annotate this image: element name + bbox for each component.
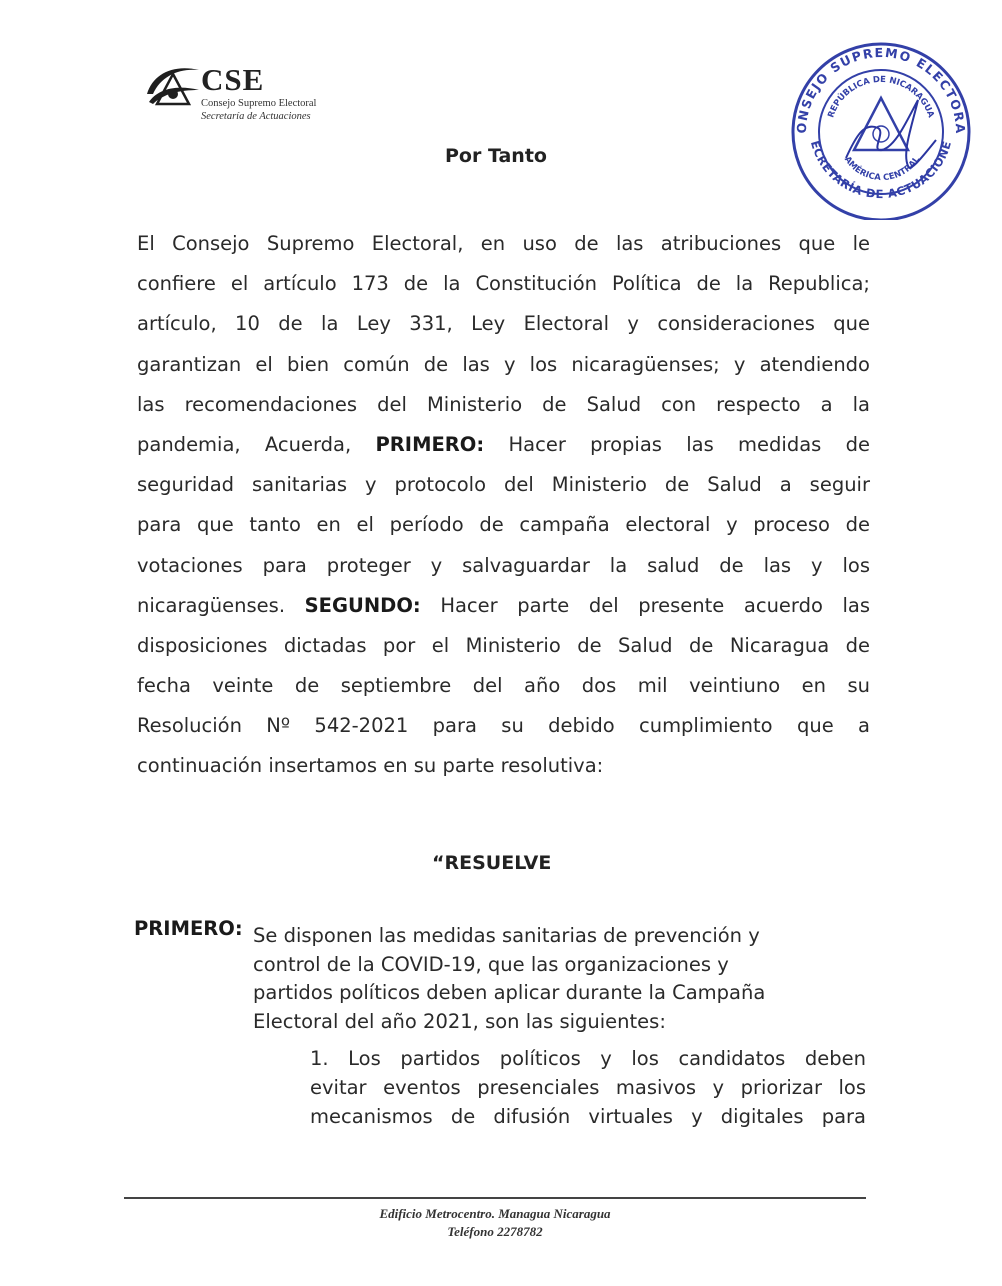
primero-text: [253, 922, 833, 1036]
footer-address: Edificio Metrocentro. Managua Nicaragua: [379, 1206, 611, 1221]
paragraph-line: las recomendaciones del Ministerio de Salud con respecto a la: [137, 392, 870, 416]
stamp-inner-bottom: AMÉRICA CENTRAL: [841, 154, 923, 184]
cse-logo: [143, 60, 323, 130]
resuelve-heading: “RESUELVE: [432, 852, 552, 874]
paragraph-fragment: nicaragüenses.: [137, 593, 286, 617]
footer-divider: [124, 1197, 866, 1199]
primero-keyword: PRIMERO:: [375, 432, 485, 456]
paragraph-line: para que tanto en el período de campaña electoral y proceso de: [137, 513, 870, 537]
paragraph-line: garantizan el bien común de las y los nicaragüenses; y atendiendo: [137, 352, 870, 376]
signature-scribble: [846, 100, 936, 168]
paragraph-fragment: Hacer parte del presente acuerdo las: [440, 593, 871, 617]
primero-line: control de la COVID-19, que las organizaciones y: [253, 952, 729, 976]
svg-text:AMÉRICA CENTRAL: [842, 154, 923, 183]
paragraph-line: disposiciones dictadas por el Ministerio de Salud de Nicaragua de: [137, 633, 870, 657]
paragraph-line: confiere el artículo 173 de la Constitución Política de la Republica;: [137, 272, 870, 296]
primero-line: partidos políticos deben aplicar durante la Campaña: [253, 981, 766, 1005]
paragraph-line: [137, 425, 870, 465]
logo-abbreviation: CSE: [201, 62, 265, 97]
document-title: Por Tanto: [445, 145, 547, 167]
item-line: 1. Los partidos políticos y los candidatos deben: [310, 1047, 866, 1070]
stamp-inner-top: REPÚBLICA DE NICARAGUA: [826, 74, 936, 120]
main-paragraph: [137, 224, 870, 787]
paragraph-line: continuación insertamos en su parte resolutiva:: [137, 754, 604, 778]
paragraph-line: fecha veinte de septiembre del año dos mil veintiuno en su: [137, 674, 870, 698]
item-line: evitar eventos presenciales masivos y priorizar los: [310, 1076, 866, 1099]
stamp-triangle-emblem-icon: [854, 98, 908, 150]
stamp-lower-text: ECRETARÍA DE ACTUACIONE: [807, 139, 955, 202]
primero-line: Se disponen las medidas sanitarias de prevención y: [253, 924, 760, 947]
official-stamp: [786, 40, 976, 220]
item-line: mecanismos de difusión virtuales y digitales para: [310, 1105, 866, 1128]
svg-text:CONSEJO SUPREMO ELECTORAL: [786, 40, 968, 135]
segundo-keyword: SEGUNDO:: [304, 593, 421, 617]
list-item: [310, 1044, 866, 1131]
footer-phone: Teléfono 2278782: [447, 1224, 543, 1239]
logo-subtitle-1: Consejo Supremo Electoral: [201, 98, 317, 109]
cse-emblem-icon: [143, 60, 201, 116]
paragraph-line: seguridad sanitarias y protocolo del Ministerio de Salud a seguir: [137, 473, 870, 497]
paragraph-line: El Consejo Supremo Electoral, en uso de las atribuciones que le: [137, 232, 870, 255]
stamp-outer-text: ONSEJO SUPREMO ELECTORA: [793, 44, 969, 135]
logo-subtitle-2: Secretaría de Actuaciones: [201, 111, 311, 122]
paragraph-fragment: Hacer propias las medidas de: [508, 432, 870, 456]
primero-line: Electoral del año 2021, son las siguientes:: [253, 1009, 666, 1033]
paragraph-line: artículo, 10 de la Ley 331, Ley Electoral y consideraciones que: [137, 312, 870, 336]
paragraph-line: [137, 586, 870, 626]
paragraph-fragment: pandemia, Acuerda,: [137, 432, 352, 456]
primero-label: PRIMERO:: [134, 917, 243, 940]
paragraph-line: Resolución Nº 542-2021 para su debido cumplimiento que a: [137, 714, 870, 738]
paragraph-line: votaciones para proteger y salvaguardar la salud de las y los: [137, 553, 870, 577]
